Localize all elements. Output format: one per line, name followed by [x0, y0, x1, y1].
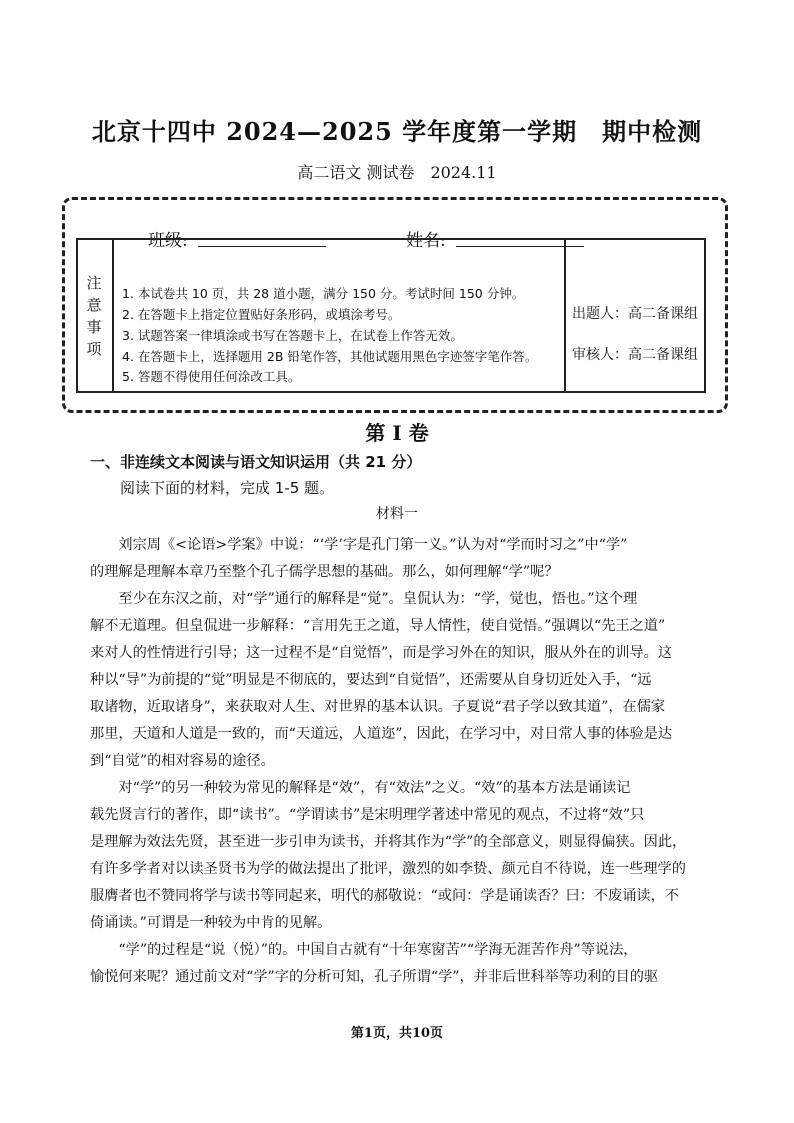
material-title: 材料一: [376, 506, 418, 522]
exam-title: 北京十四中 2024—2025 学年度第一学期 期中检测: [91, 117, 703, 146]
notice-item: 5. 答题不得使用任何涂改工具。: [122, 369, 301, 384]
exam-subtitle: 高二语文 测试卷 2024.11: [297, 163, 497, 182]
notice-item: 4. 在答题卡上，选择题用 2B 铅笔作答，其他试题用黑色字迹签字笔作答。: [122, 349, 538, 364]
passage-line: 的理解是理解本章乃至整个孔子儒学思想的基础。那么，如何理解“学”呢？: [90, 564, 559, 580]
passage-line: 是理解为效法先贤，甚至进一步引申为读书，并将其作为“学”的全部意义，则显得偏狭。因此，: [90, 834, 687, 850]
passage-line: 有许多学者对以读圣贤书为学的做法提出了批评，激烈的如李贽、颜元自不待说，连一些理学的: [90, 861, 686, 877]
name-label: 姓名:: [406, 231, 446, 251]
passage-line: 那里，天道和人道是一致的，而“天道远，人道迩”，因此，在学习中，对日常人事的体验是达: [90, 726, 673, 742]
passage-line: 种以“导”为前提的“觉”明显是不彻底的，要达到“自觉悟”，还需要从自身切近处入手，“远: [90, 672, 652, 688]
volume-heading: 第 I 卷: [365, 421, 429, 445]
notice-label-char: 意: [86, 295, 102, 314]
notice-label-char: 项: [86, 339, 102, 358]
class-label: 班级:: [148, 231, 188, 251]
notice-label-char: 事: [86, 317, 102, 336]
passage-line: “学”的过程是“说（悦）”的。中国自古就有“十年寒窗苦”“学海无涯苦作舟”等说法，: [90, 942, 638, 958]
passage-line: 到“自觉”的相对容易的途径。: [90, 753, 275, 769]
notice-item: 2. 在答题卡上指定位置贴好条形码，或填涂考号。: [122, 307, 401, 322]
notice-item: 1. 本试卷共 10 页，共 28 道小题，满分 150 分。考试时间 150 分钟。: [122, 286, 525, 301]
passage-line: 载先贤言行的著作，即“读书”。“学谓读书”是宋明理学著述中常见的观点，不过将“效”只: [90, 807, 645, 823]
section-heading: 一、非连续文本阅读与语文知识运用（共 21 分）: [90, 453, 422, 471]
passage-line: 倚诵读。”可谓是一种较为中肯的见解。: [90, 915, 332, 931]
section-instruction: 阅读下面的材料，完成 1-5 题。: [120, 479, 335, 497]
passage-line: 刘宗周《<论语>学案》中说：“‘学’字是孔门第一义。”认为对“学而时习之”中“学”: [90, 537, 628, 553]
question-setter: 出题人：高二备课组: [572, 306, 698, 322]
notice-label-cell: [76, 238, 114, 393]
page-number-footer: 第1页，共10页: [350, 1026, 444, 1041]
passage-line: 至少在东汉之前，对“学”通行的解释是“觉”。皇侃认为：“学，觉也，悟也。”这个理: [90, 591, 638, 607]
passage-line: 对“学”的另一种较为常见的解释是“效”，有“效法”之义。“效”的基本方法是诵读记: [90, 780, 631, 796]
notice-label-char: 注: [86, 273, 102, 292]
passage-line: 解不无道理。但皇侃进一步解释：“言用先王之道，导人情性，使自觉悟。”强调以“先王之道”: [90, 618, 666, 634]
passage-line: 取诸物，近取诸身”，来获取对人生、对世界的基本认识。子夏说“君子学以致其道”，在儒家: [90, 699, 666, 715]
passage-line: 来对人的性情进行引导；这一过程不是“自觉悟”，而是学习外在的知识，服从外在的训导。这: [90, 645, 673, 661]
passage-line: 服膺者也不赞同将学与读书等同起来，明代的郝敬说：“或问：学是诵读否？曰：不废诵读，不: [90, 888, 679, 904]
question-reviewer: 审核人：高二备课组: [572, 347, 698, 363]
notice-item: 3. 试题答案一律填涂或书写在答题卡上，在试卷上作答无效。: [122, 328, 463, 343]
passage-line: 愉悦何来呢？通过前文对“学”字的分析可知，孔子所谓“学”，并非后世科举等功利的目的驱: [90, 969, 659, 985]
